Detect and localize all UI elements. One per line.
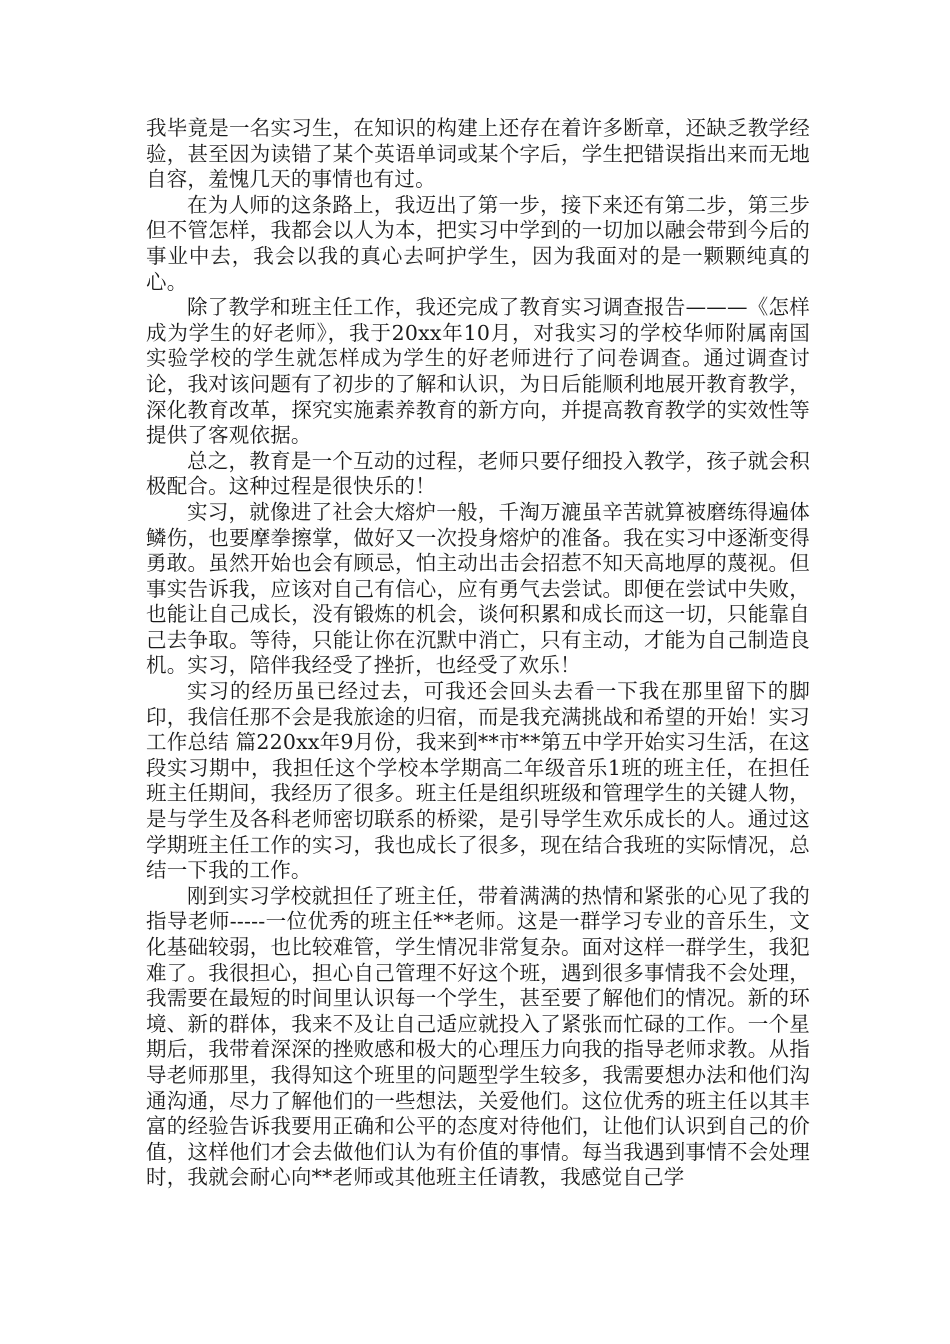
paragraph-4: 总之，教育是一个互动的过程，老师只要仔细投入教学，孩子就会积极配合。这种过程是很快乐的！: [146, 448, 810, 499]
paragraph-1: 我毕竟是一名实习生，在知识的构建上还存在着许多断章，还缺乏教学经验，甚至因为读错了某个英语单词或某个字后，学生把错误指出来而无地自容，羞愧几天的事情也有过。: [146, 116, 810, 192]
paragraph-7: 刚到实习学校就担任了班主任，带着满满的热情和紧张的心见了我的指导老师-----一位优秀的班主任**老师。这是一群学习专业的音乐生，文化基础较弱，也比较难管，学生情况非常复杂。面对这样一群学生，我犯难了。我很担心，担心自己管理不好这个班，遇到很多事情我不会处理，我需要在最短的时间里认识每一个学生，甚至要了解他们的情况。新的环境、新的群体，我来不及让自己适应就投入了紧张而忙碌的工作。一个星期后，我带着深深的挫败感和极大的心理压力向我的指导老师求教。从指导老师那里，我得知这个班里的问题型学生较多，我需要想办法和他们沟通沟通，尽力了解他们的一些想法，关爱他们。这位优秀的班主任以其丰富的经验告诉我要用正确和公平的态度对待他们，让他们认识到自己的价值，这样他们才会去做他们认为有价值的事情。每当我遇到事情不会处理时，我就会耐心向**老师或其他班主任请教，我感觉自己学: [146, 883, 810, 1190]
paragraph-5: 实习，就像进了社会大熔炉一般，千淘万漉虽辛苦就算被磨练得遍体鳞伤，也要摩拳擦掌，做好又一次投身熔炉的准备。我在实习中逐渐变得勇敢。虽然开始也会有顾忌，怕主动出击会招惹不知天高地厚的蔑视。但事实告诉我，应该对自己有信心，应有勇气去尝试。即便在尝试中失败，也能让自己成长，没有锻炼的机会，谈何积累和成长而这一切，只能靠自己去争取。等待，只能让你在沉默中消亡，只有主动，才能为自己制造良机。实习，陪伴我经受了挫折，也经受了欢乐！: [146, 499, 810, 678]
paragraph-3: 除了教学和班主任工作，我还完成了教育实习调查报告———《怎样成为学生的好老师》，我于20xx年10月，对我实习的学校华师附属南国实验学校的学生就怎样成为学生的好老师进行了问卷调查。通过调查讨论，我对该问题有了初步的了解和认识，为日后能顺利地展开教育教学，深化教育改革，探究实施素养教育的新方向，并提高教育教学的实效性等提供了客观依据。: [146, 295, 810, 448]
document-page: [146, 116, 810, 1191]
paragraph-2: 在为人师的这条路上，我迈出了第一步，接下来还有第二步，第三步但不管怎样，我都会以人为本，把实习中学到的一切加以融会带到今后的事业中去，我会以我的真心去呵护学生，因为我面对的是一颗颗纯真的心。: [146, 192, 810, 294]
paragraph-6: 实习的经历虽已经过去，可我还会回头去看一下我在那里留下的脚印，我信任那不会是我旅途的归宿，而是我充满挑战和希望的开始！实习工作总结 篇220xx年9月份，我来到**市**第五中学开始实习生活，在这段实习期中，我担任这个学校本学期高二年级音乐1班的班主任，在担任班主任期间，我经历了很多。班主任是组织班级和管理学生的关键人物，是与学生及各科老师密切联系的桥梁，是引导学生欢乐成长的人。通过这学期班主任工作的实习，我也成长了很多，现在结合我班的实际情况，总结一下我的工作。: [146, 679, 810, 883]
